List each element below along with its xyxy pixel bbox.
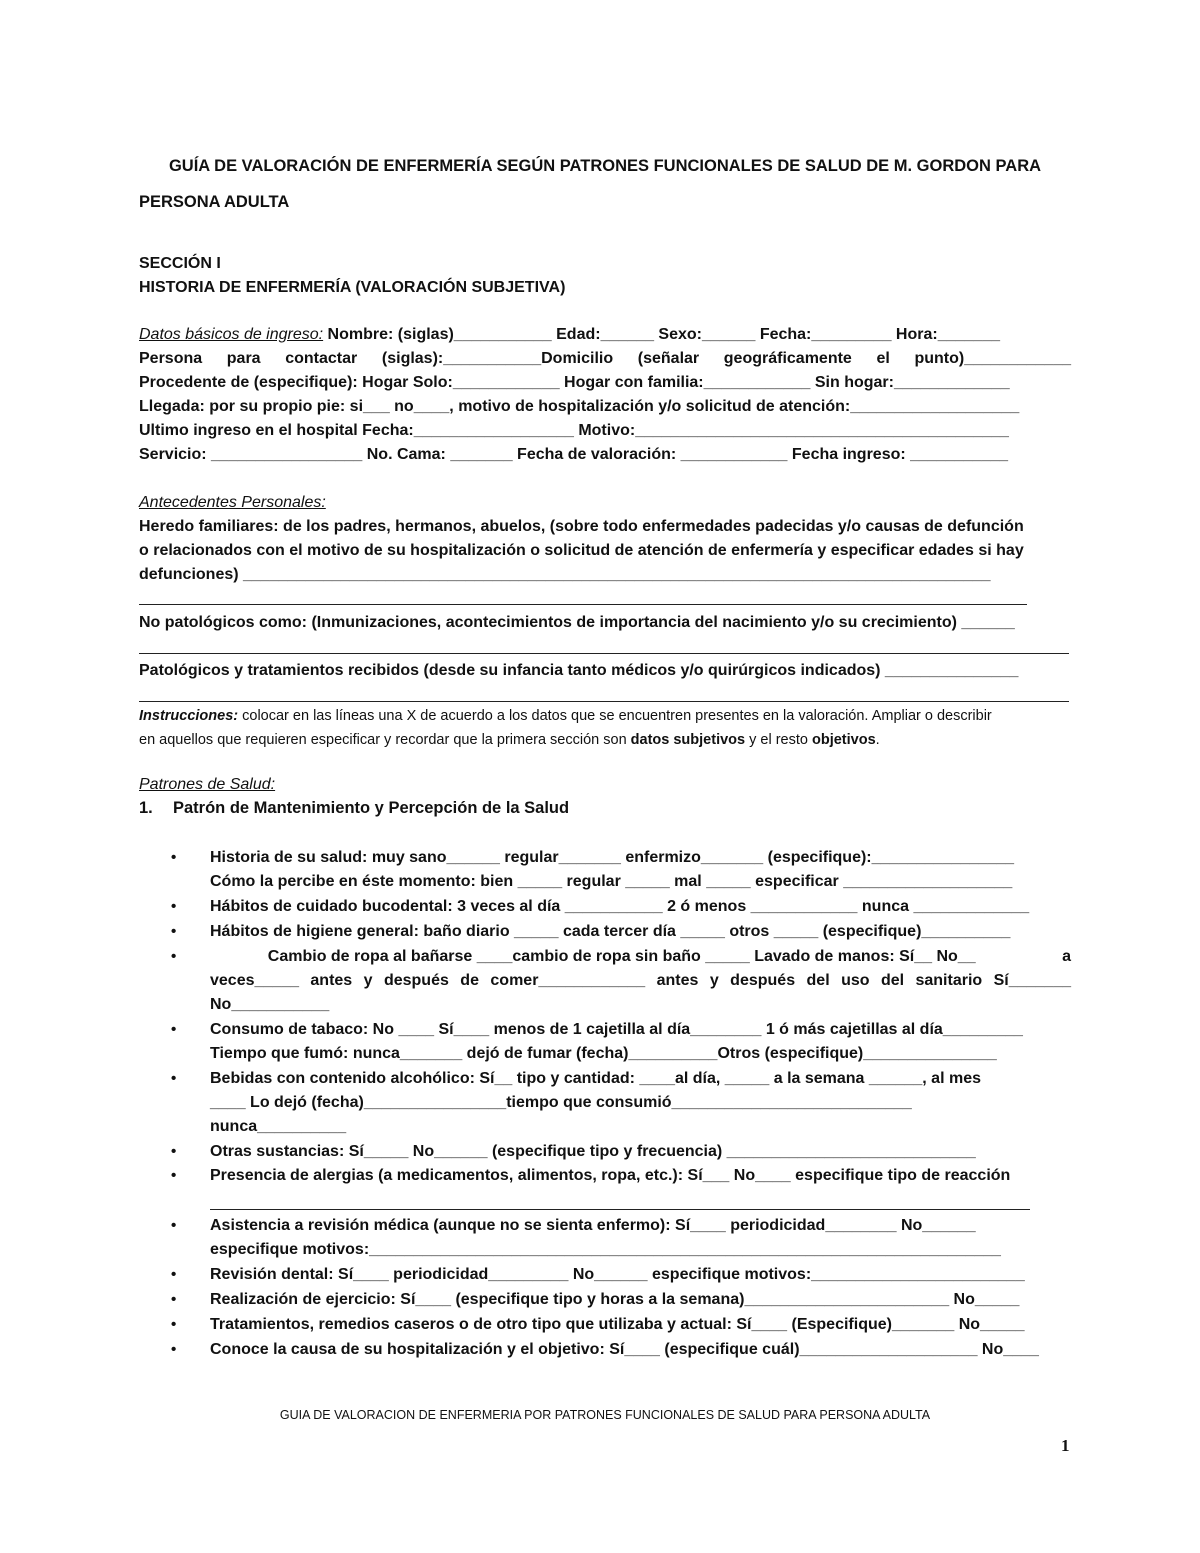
antecedentes-label-text: Antecedentes Personales:: [139, 494, 326, 511]
bullet-icon: •: [171, 1217, 177, 1234]
bullet-tratamientos: Tratamientos, remedios caseros o de otro tipo que utilizaba y actual: Sí____ (Especifique)_______ No_____: [210, 1316, 1025, 1333]
bullet-alergias: Presencia de alergias (a medicamentos, alimentos, ropa, etc.): Sí___ No____ especifique tipo de reacción: [210, 1167, 1011, 1184]
datos-line-6: Servicio: _________________ No. Cama: _______ Fecha de valoración: ____________ Fecha ingreso: ___________: [139, 446, 1009, 463]
bullet-alcohol-1: Bebidas con contenido alcohólico: Sí__ tipo y cantidad: ____al día, _____ a la semana ______, al mes: [210, 1070, 981, 1087]
ropa-word: uso: [841, 972, 870, 989]
datos-line-4: Llegada: por su propio pie: si___ no____, motivo de hospitalización y/o solicitud de atención:___________________: [139, 398, 1020, 415]
patrones-label: [139, 774, 1071, 796]
ropa-word: de: [460, 972, 479, 989]
pattern-number: 1.: [139, 799, 153, 817]
ropa-word: del: [880, 972, 905, 989]
ropa-word: y: [363, 972, 373, 989]
datos-line-1: [139, 324, 1071, 346]
heredo-line-2: o relacionados con el motivo de su hospitalización o solicitud de atención de enfermería y especificar edades si hay: [139, 542, 1024, 559]
bullet-historia-2: Cómo la percibe en éste momento: bien _____ regular _____ mal _____ especificar ___________________: [210, 873, 1013, 890]
instrucciones-text: colocar en las líneas una X de acuerdo a los datos que se encuentren presentes en la valoración. Ampliar o describir: [238, 708, 992, 724]
instrucciones-text: en aquellos que requieren especificar y recordar que la primera sección son: [139, 732, 631, 748]
page-number: 1: [1061, 1436, 1070, 1455]
ropa-word: antes: [656, 972, 699, 989]
bullet-icon: •: [171, 1167, 177, 1184]
heredo-line-3: defunciones) ____________________________________________________________________________________: [139, 566, 991, 583]
blank-line: [139, 653, 1069, 654]
ropa-word: Sí_______: [993, 972, 1071, 989]
document-title: GUÍA DE VALORACIÓN DE ENFERMERÍA SEGÚN PATRONES FUNCIONALES DE SALUD DE M. GORDON PARA: [168, 157, 1042, 175]
bullet-alcohol-2: ____ Lo dejó (fecha)________________tiempo que consumió___________________________: [210, 1094, 912, 1111]
bullet-icon: •: [171, 1021, 177, 1038]
pattern-title: Patrón de Mantenimiento y Percepción de la Salud: [173, 799, 570, 817]
bullet-alcohol-3: nunca__________: [210, 1118, 347, 1135]
bullet-ropa-1: [210, 946, 1071, 968]
ropa-word: antes: [310, 972, 353, 989]
antecedentes-label: [139, 492, 1071, 514]
section-label: SECCIÓN I: [139, 255, 221, 272]
datos-line-2: [139, 348, 1071, 370]
datos-word: el: [876, 350, 890, 367]
instrucciones-emphasis: objetivos: [811, 732, 876, 748]
ropa-word: comer____________: [490, 972, 646, 989]
bullet-tabaco-2: Tiempo que fumó: nunca_______ dejó de fumar (fecha)__________Otros (especifique)_______________: [210, 1045, 997, 1062]
bullet-higiene: Hábitos de higiene general: baño diario _____ cada tercer día _____ otros _____ (especifique)__________: [210, 923, 1011, 940]
ropa-word: sanitario: [915, 972, 983, 989]
datos-label: Datos básicos de ingreso:: [139, 326, 324, 343]
bullet-bucodental: Hábitos de cuidado bucodental: 3 veces al día ___________ 2 ó menos ____________ nunca _____________: [210, 898, 1030, 915]
bullet-ejercicio: Realización de ejercicio: Sí____ (especifique tipo y horas a la semana)_______________________ No_____: [210, 1291, 1020, 1308]
datos-word: (señalar: [637, 350, 700, 367]
blank-line: [210, 1209, 1030, 1210]
bullet-icon: •: [171, 948, 177, 965]
instrucciones-emphasis: datos subjetivos: [630, 732, 746, 748]
ropa-word: veces_____: [210, 972, 299, 989]
instrucciones-text: y el resto: [745, 732, 812, 748]
ropa-word: después: [383, 972, 449, 989]
blank-line: [139, 701, 1069, 702]
bullet-historia-1: Historia de su salud: muy sano______ regular_______ enfermizo_______ (especifique):________________: [210, 849, 1015, 866]
bullet-icon: •: [171, 1070, 177, 1087]
ropa-word: y: [709, 972, 719, 989]
datos-word: (siglas):___________Domicilio: [381, 350, 614, 367]
bullet-icon: •: [171, 849, 177, 866]
page-footer: GUIA DE VALORACION DE ENFERMERIA POR PATRONES FUNCIONALES DE SALUD PARA PERSONA ADULTA: [279, 1408, 931, 1422]
instrucciones-text: .: [875, 732, 880, 748]
section-heading: HISTORIA DE ENFERMERÍA (VALORACIÓN SUBJETIVA): [139, 279, 566, 296]
heredo-line-1: Heredo familiares: de los padres, hermanos, abuelos, (sobre todo enfermedades padecidas y/o causas de defunción: [139, 518, 1024, 535]
bullet-icon: •: [171, 898, 177, 915]
datos-word: punto)____________: [914, 350, 1071, 367]
bullet-icon: •: [171, 923, 177, 940]
blank-line: [139, 604, 1027, 605]
ropa-text: a: [1062, 948, 1071, 965]
instrucciones-label: Instrucciones:: [139, 708, 239, 724]
bullet-icon: •: [171, 1316, 177, 1333]
bullet-tabaco-1: Consumo de tabaco: No ____ Sí____ menos de 1 cajetilla al día________ 1 ó más cajetillas al día_________: [210, 1021, 1023, 1038]
bullet-icon: •: [171, 1341, 177, 1358]
no-patologicos-line: No patológicos como: (Inmunizaciones, acontecimientos de importancia del nacimiento y/o su crecimiento) ______: [139, 614, 1015, 631]
bullet-revision-medica-1: Asistencia a revisión médica (aunque no se sienta enfermo): Sí____ periodicidad________ No______: [210, 1217, 976, 1234]
datos-word: para: [226, 350, 261, 367]
instrucciones-line-1: [139, 706, 1071, 726]
bullet-revision-dental: Revisión dental: Sí____ periodicidad_________ No______ especifique motivos:________________________: [210, 1266, 1025, 1283]
patrones-label-text: Patrones de Salud:: [139, 776, 276, 793]
datos-line-5: Ultimo ingreso en el hospital Fecha:__________________ Motivo:__________________________________________: [139, 422, 1009, 439]
ropa-text: Cambio de ropa al bañarse ____cambio de ropa sin baño _____ Lavado de manos: Sí__ No__: [210, 948, 976, 965]
bullet-hospitalizacion: Conoce la causa de su hospitalización y el objetivo: Sí____ (especifique cuál)____________________ No____: [210, 1341, 1039, 1358]
patologicos-line: Patológicos y tratamientos recibidos (desde su infancia tanto médicos y/o quirúrgicos indicados) _______________: [139, 662, 1019, 679]
datos-word: Persona: [139, 350, 203, 367]
datos-word: contactar: [285, 350, 358, 367]
bullet-ropa-3: No___________: [210, 996, 330, 1013]
ropa-word: después: [730, 972, 796, 989]
datos-line-3: Procedente de (especifique): Hogar Solo:____________ Hogar con familia:____________ Sin hogar:_____________: [139, 374, 1010, 391]
bullet-icon: •: [171, 1143, 177, 1160]
bullet-ropa-2: [210, 970, 1071, 992]
document-title-continued: PERSONA ADULTA: [139, 193, 290, 211]
bullet-icon: •: [171, 1266, 177, 1283]
bullet-icon: •: [171, 1291, 177, 1308]
instrucciones-line-2: [139, 730, 1071, 750]
datos-fields-1: Nombre: (siglas)___________ Edad:______ Sexo:______ Fecha:_________ Hora:_______: [323, 326, 1000, 343]
bullet-sustancias: Otras sustancias: Sí_____ No______ (especifique tipo y frecuencia) ____________________________: [210, 1143, 976, 1160]
datos-word: geográficamente: [723, 350, 852, 367]
ropa-word: del: [806, 972, 830, 989]
bullet-revision-medica-2: especifique motivos:_______________________________________________________________________: [210, 1241, 1001, 1258]
